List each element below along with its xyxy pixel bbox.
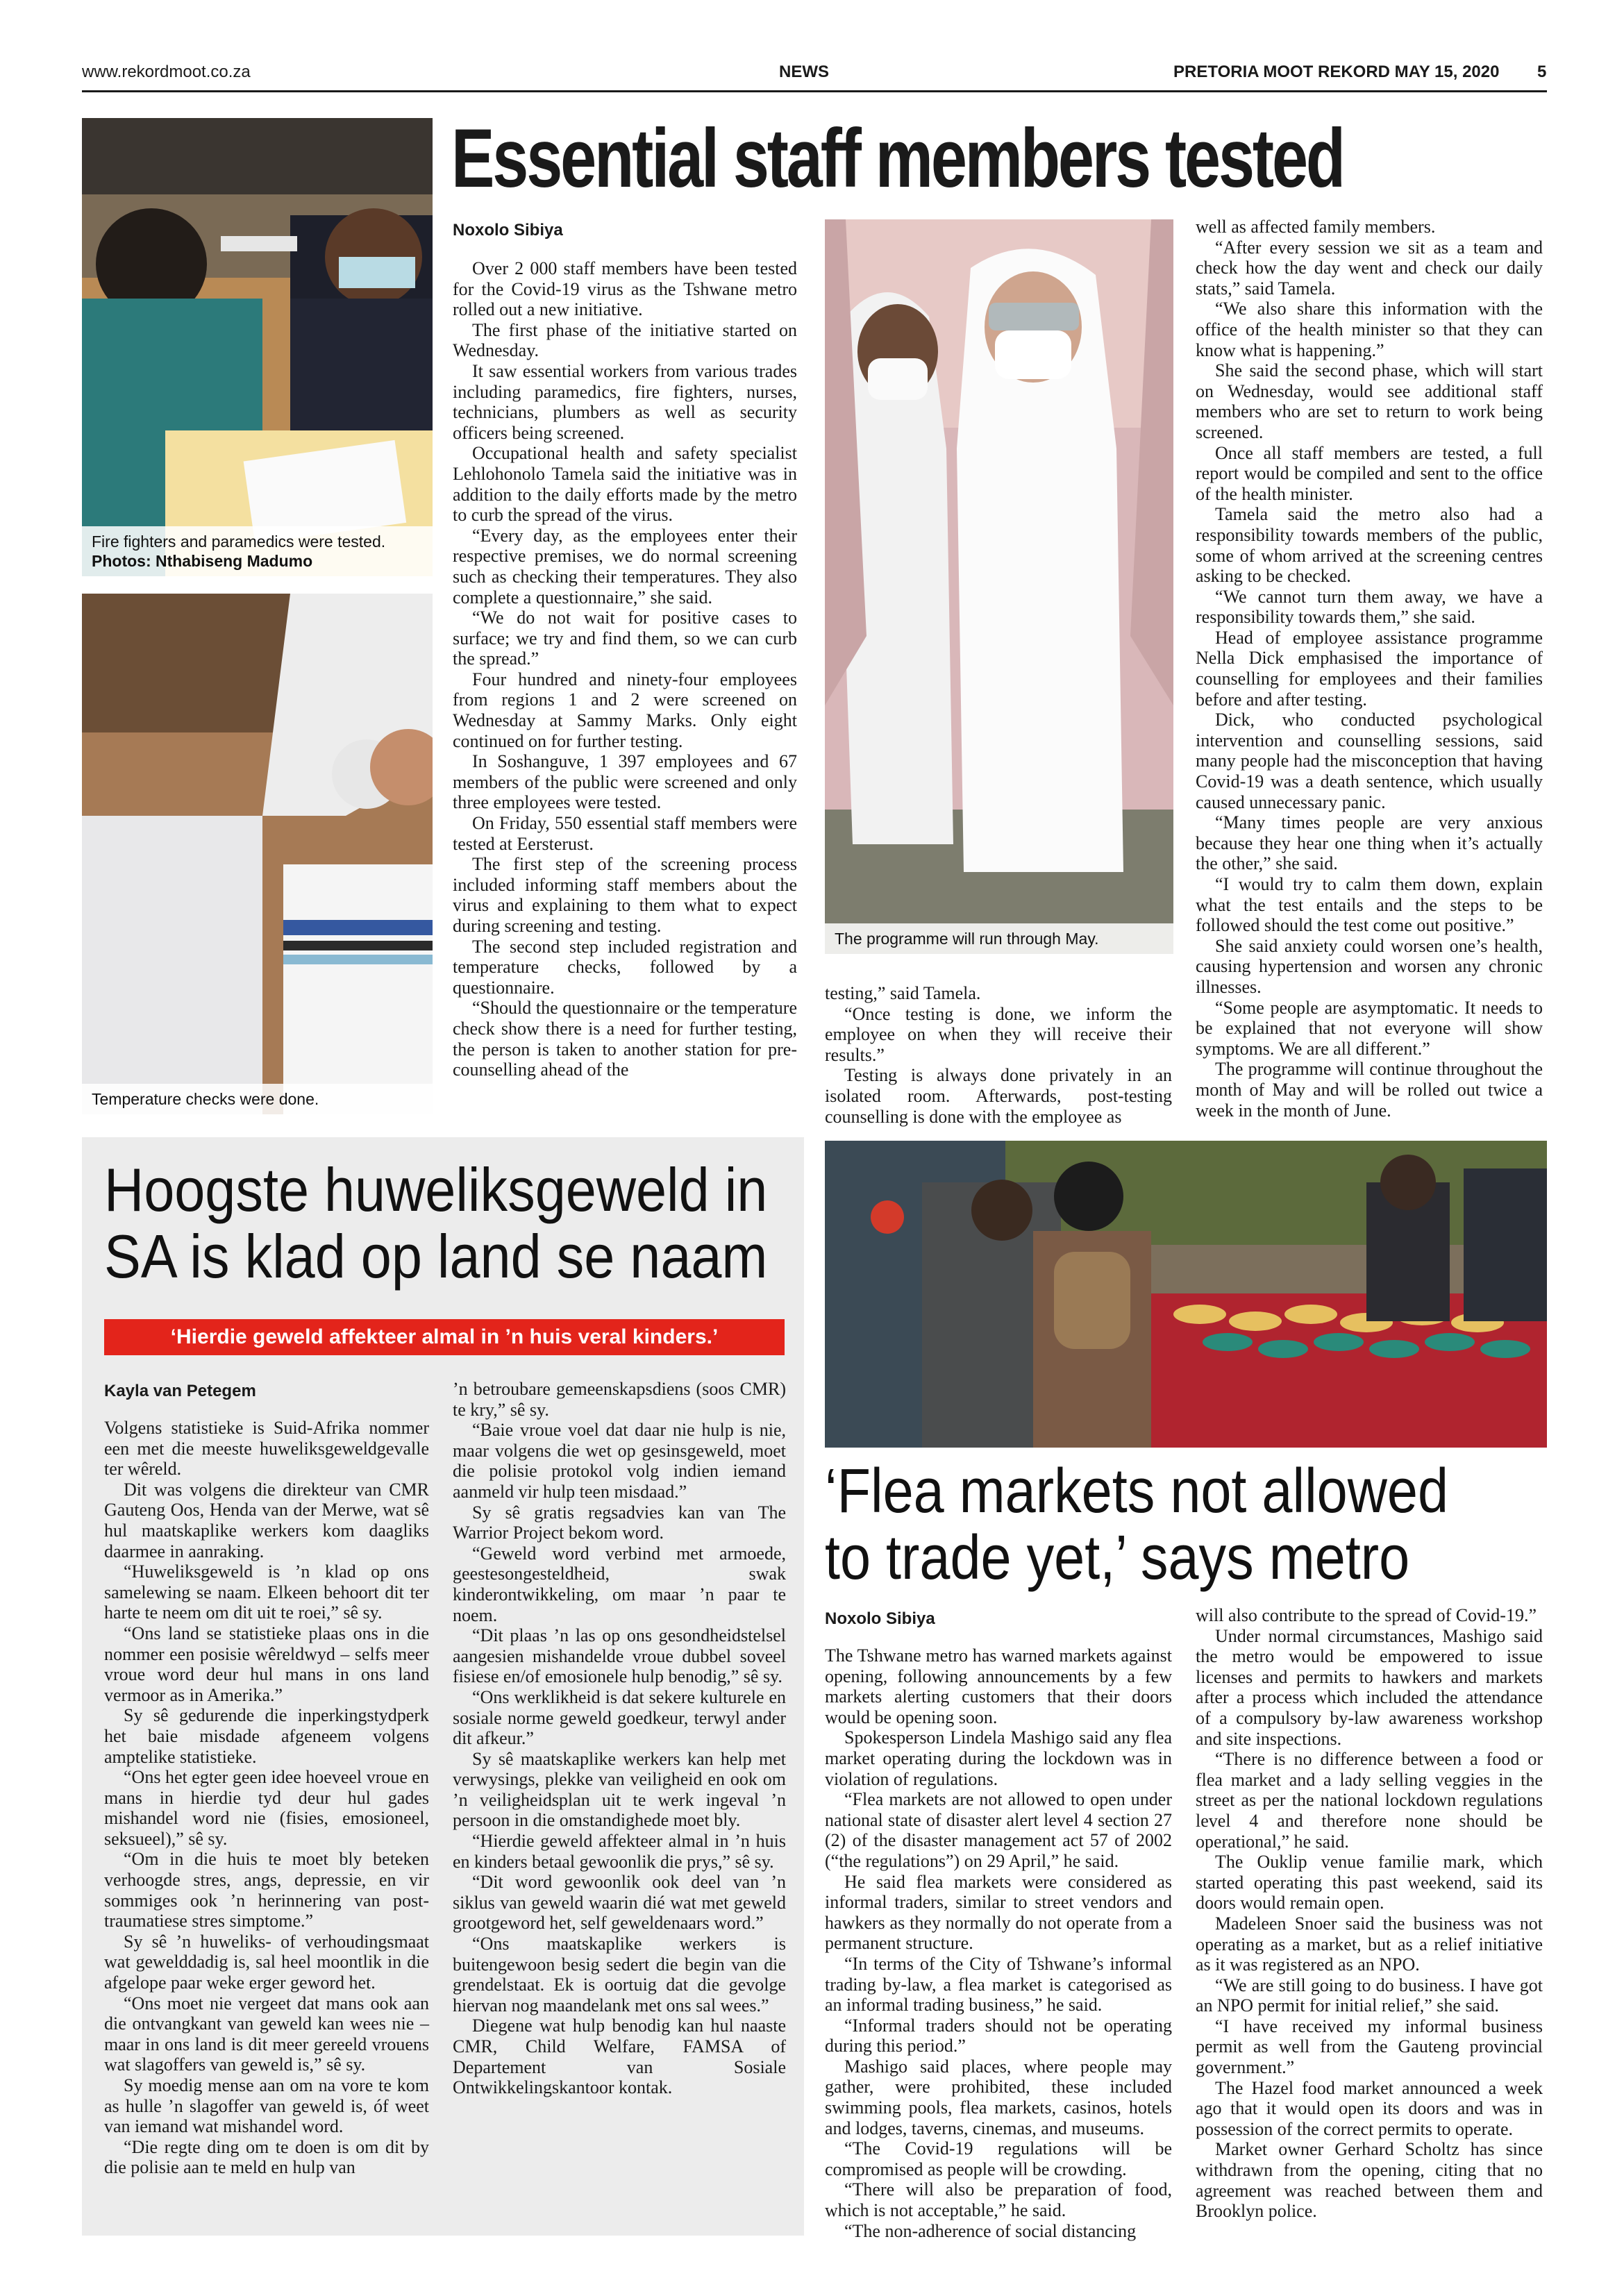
paragraph: Tamela said the metro also had a responsibility towards members of the public, some of whom arrived at the screening centres asking to be checked. <box>1196 504 1543 587</box>
paragraph: Sy sê gratis regsadvies kan van The Warrior Project bekom word. <box>453 1502 786 1543</box>
paragraph: “Die regte ding om te doen is om dit by die polisie aan te meld en hulp van <box>104 2136 429 2178</box>
paragraph: “Some people are asymptomatic. It needs to be explained that not everyone will show symptoms. We are all different.” <box>1196 997 1543 1059</box>
photo-ppe-staff-image <box>825 219 1173 954</box>
paragraph: “Ons het egter geen idee hoeveel vroue en mans in hierdie tyd deur hul gades mishandel word nie (fisies, emosioneel, seksueel),” sê sy. <box>104 1767 429 1849</box>
paragraph: On Friday, 550 essential staff members were tested at Eersterust. <box>453 813 797 854</box>
paragraph: The programme will continue throughout the month of May and will be rolled out twice a week in the month of June. <box>1196 1059 1543 1121</box>
paragraph: Volgens statistieke is Suid-Afrika nommer een met die meeste huweliksgeweldgevalle ter wêreld. <box>104 1418 429 1480</box>
paragraph: She said the second phase, which will start on Wednesday, would see additional staff members who are set to return to work being screened. <box>1196 360 1543 442</box>
story3-headline-line2: to trade yet,’ says metro <box>825 1523 1410 1593</box>
paragraph: “The Covid-19 regulations will be compromised as people will be crowding. <box>825 2138 1172 2179</box>
paragraph: testing,” said Tamela. <box>825 983 981 1003</box>
paragraph: Under normal circumstances, Mashigo said the metro would be empowered to issue licenses and permits to hawkers and markets after a process which included the attendance of a compulsory by-law awareness workshop and site inspections. <box>1196 1625 1543 1749</box>
paragraph: The Ouklip venue familie mark, which started operating this past weekend, said its doors would remain open. <box>1196 1852 1543 1913</box>
paragraph: “Every day, as the employees enter their respective premises, we do normal screening such as checking their temperatures. They also complete a questionnaire,” she said. <box>453 525 797 607</box>
paragraph: In Soshanguve, 1 397 employees and 67 members of the public were screened and only three employees were tested. <box>453 751 797 813</box>
paragraph: “Dit word gewoonlik ook deel van ’n siklus van geweld waarin dié wat met geweld grootgeword het, self geweldenaars word.” <box>453 1872 786 1934</box>
paragraph: “We cannot turn them away, we have a responsibility towards them,” she said. <box>1196 586 1543 628</box>
photo1-caption <box>82 526 433 576</box>
paragraph: “Ons land se statistieke plaas ons in die nommer een posisie wêreldwyd – selfs meer vroue word deur hul mans in ons land vermoor as in Amerika.” <box>104 1623 429 1705</box>
photo-flea-market-image <box>825 1141 1547 1448</box>
paragraph: “Ons werklikheid is dat sekere kulturele en sosiale norme geweld goedkeur, terwyl ander dit afkeur.” <box>453 1686 786 1749</box>
story2-byline: Kayla van Petegem <box>104 1382 256 1400</box>
story2-pullquote: ‘Hierdie geweld affekteer almal in ’n huis veral kinders.’ <box>104 1319 785 1355</box>
header-rule <box>82 90 1547 92</box>
story1-byline: Noxolo Sibiya <box>453 221 563 240</box>
story1-column-3 <box>1196 217 1543 1121</box>
story3-headline <box>825 1458 1448 1591</box>
story2-column-1 <box>104 1418 429 2178</box>
paragraph: “There is no difference between a food or flea market and a lady selling veggies in the street as per the national lockdown regulations level 4 and therefore none should be operational,” he said. <box>1196 1749 1543 1852</box>
paragraph: “We also share this information with the office of the health minister so that they can know what is happening.” <box>1196 299 1543 360</box>
website-url[interactable]: www.rekordmoot.co.za <box>82 62 251 81</box>
paragraph: The first step of the screening process included informing staff members about the virus and explaining to them what to expect during screening and testing. <box>453 854 797 936</box>
paragraph: The first phase of the initiative started on Wednesday. <box>453 319 797 361</box>
paragraph: will also contribute to the spread of Covid-19.” <box>1196 1605 1537 1625</box>
paragraph: It saw essential workers from various trades including paramedics, fire fighters, nurses, technicians, plumbers as well as security officers being screened. <box>453 360 797 443</box>
photo-testing-swab <box>82 594 433 1114</box>
photo-firefighters <box>82 118 433 576</box>
story2-headline-line1: Hoogste huweliksgeweld in <box>104 1155 768 1224</box>
paragraph: Diegene wat hulp benodig kan hul naaste CMR, Child Welfare, FAMSA of Departement van Sosiale Ontwikkelingskantoor kontak. <box>453 2016 786 2098</box>
photo-testing-swab-image <box>82 594 433 1114</box>
paragraph: Madeleen Snoer said the business was not operating as a market, but as a relief initiative as it was registered as an NPO. <box>1196 1913 1543 1975</box>
paragraph: Head of employee assistance programme Nella Dick emphasised the importance of counselling for employees and their families before and after testing. <box>1196 627 1543 710</box>
story3-headline-line1: ‘Flea markets not allowed <box>825 1457 1449 1526</box>
paragraph: Sy moedig mense aan om na vore te kom as hulle ’n slagoffer van geweld is, óf weet van iemand wat mishandel word. <box>104 2075 429 2137</box>
paragraph: Occupational health and safety specialist Lehlohonolo Tamela said the initiative was in addition to the daily efforts made by the metro to curb the spread of the virus. <box>453 443 797 526</box>
story2-headline <box>104 1157 767 1290</box>
paragraph: “After every session we sit as a team and check how the day went and check our daily stats,” said Tamela. <box>1196 237 1543 299</box>
paragraph: “Ons maatskaplike werkers is buitengewoon besig sedert die begin van die grendelstaat. Ek is oortuig dat die gevolge hiervan nog maandelank met ons sal wees.” <box>453 1934 786 2016</box>
paragraph: He said flea markets were considered as informal traders, similar to street vendors and hawkers as they normally do not operate from a permanent structure. <box>825 1871 1172 1954</box>
paragraph: well as affected family members. <box>1196 217 1436 237</box>
photo2-caption: Temperature checks were done. <box>82 1084 433 1114</box>
paragraph: The second step included registration and temperature checks, followed by a questionnaire. <box>453 936 797 998</box>
paragraph: “We are still going to do business. I have got an NPO permit for initial relief,” she said. <box>1196 1975 1543 2016</box>
paragraph: Market owner Gerhard Scholtz has since withdrawn from the opening, citing that no agreement was reached between them and Brooklyn police. <box>1196 2139 1543 2222</box>
paragraph: She said anxiety could worsen one’s health, causing hypertension and worsen any chronic illnesses. <box>1196 935 1543 997</box>
paragraph: “Once testing is done, we inform the employee on when they will receive their results.” <box>825 1003 1172 1065</box>
paragraph: “Many times people are very anxious because they hear one thing when it’s actually the other,” she said. <box>1196 812 1543 874</box>
paragraph: “Hierdie geweld affekteer almal in ’n huis en kinders betaal gewoonlik die prys,” sê sy. <box>453 1831 786 1872</box>
story1-headline: Essential staff members tested <box>451 112 1343 205</box>
story3-column-2 <box>1196 1605 1543 2222</box>
paragraph: “In terms of the City of Tshwane’s informal trading by-law, a flea market is categorised as an informal trading business,” he said. <box>825 1953 1172 2016</box>
story1-column-2 <box>825 983 1172 1127</box>
paragraph: Over 2 000 staff members have been tested for the Covid-19 virus as the Tshwane metro rolled out a new initiative. <box>453 258 797 320</box>
photo1-caption-credit: Photos: Nthabiseng Madumo <box>92 552 313 570</box>
paragraph: Mashigo said places, where people may gather, were prohibited, these included swimming pools, flea markets, casinos, hotels and lodges, taverns, cinemas, and museums. <box>825 2056 1172 2138</box>
paragraph: ’n betroubare gemeenskapsdiens (soos CMR) te kry,” sê sy. <box>453 1379 786 1420</box>
page-number: 5 <box>1537 62 1547 81</box>
paragraph: “Om in die huis te moet bly beteken verhoogde stres, angs, depressie, en vir sommiges ook ’n herinnering van post-traumatiese stres simptome.” <box>104 1849 429 1932</box>
paragraph: “Baie vroue voel dat daar nie hulp is nie, maar volgens die wet op gesinsgeweld, moet die polisie protokol volg indien iemand aanmeld vir hulp teen misdaad.” <box>453 1420 786 1502</box>
paragraph: Dick, who conducted psychological intervention and counselling sessions, said many people had the misconception that having Covid-19 was a death sentence, which usually caused unnecessary panic. <box>1196 710 1543 812</box>
paragraph: “Ons moet nie vergeet dat mans ook aan die ontvangkant van geweld kan wees nie – maar in ons land is dit meer gereeld vrouens wat slagoffers van geweld is,” sê sy. <box>104 1993 429 2075</box>
photo1-caption-text: Fire fighters and paramedics were tested. <box>92 533 386 551</box>
paragraph: “The non-adherence of social distancing <box>844 2220 1137 2241</box>
paragraph: “Dit plaas ’n las op ons gesondheidstelsel aangesien mishandelde vroue dubbel soveel fisiese en/of emosionele hulp benodig,” sê sy. <box>453 1625 786 1687</box>
paragraph: Once all staff members are tested, a full report would be compiled and sent to the office of the health minister. <box>1196 442 1543 504</box>
paragraph: Sy sê ’n huweliks- of verhoudingsmaat wat gewelddadig is, sal heel moontlik in die afgelope paar weke erger geword het. <box>104 1931 429 1993</box>
paragraph: “I have received my informal business permit as well from the Gauteng provincial government.” <box>1196 2016 1543 2078</box>
paragraph: “I would try to calm them down, explain what the test entails and the steps to be followed should the test come out positive.” <box>1196 874 1543 936</box>
photo-flea-market <box>825 1141 1547 1448</box>
paragraph: “Huweliksgeweld is ’n klad op ons samelewing se naam. Elkeen behoort dit ter harte te neem om dit uit te roei,” sê sy. <box>104 1561 429 1623</box>
story2-headline-line2: SA is klad op land se naam <box>104 1222 768 1291</box>
story2-column-2 <box>453 1379 786 2098</box>
section-label: NEWS <box>779 62 829 81</box>
paragraph: “We do not wait for positive cases to surface; we try and find them, so we can curb the spread.” <box>453 607 797 669</box>
paragraph: “Informal traders should not be operating during this period.” <box>825 2015 1172 2056</box>
photo-ppe-staff <box>825 219 1173 954</box>
story3-column-1 <box>825 1645 1172 2241</box>
paragraph: The Tshwane metro has warned markets against opening, following announcements by a few markets alerting customers that their doors would be opening soon. <box>825 1645 1172 1727</box>
paragraph: Sy sê maatskaplike werkers kan help met verwysings, plekke van veiligheid en ook om ’n veiligheidsplan uit te werk ingeval ’n persoon in die omstandighede moet bly. <box>453 1748 786 1831</box>
paragraph: Dit was volgens die direkteur van CMR Gauteng Oos, Henda van der Merwe, wat sê hul maatskaplike werkers kom daagliks daarmee in aanraking. <box>104 1479 429 1561</box>
story3-byline: Noxolo Sibiya <box>825 1609 935 1628</box>
paragraph: Four hundred and ninety-four employees from regions 1 and 2 were screened on Wednesday at Sammy Marks. Only eight continued on for further testing. <box>453 669 797 751</box>
story1-column-1 <box>453 258 797 1080</box>
paragraph: Sy sê gedurende die inperkingstydperk het baie misdade afgeneem volgens amptelike statistieke. <box>104 1705 429 1767</box>
paragraph: “Geweld word verbind met armoede, geestesongesteldheid, swak kinderontwikkeling, om maar ’n paar te noem. <box>453 1543 786 1625</box>
paragraph: The Hazel food market announced a week ago that it would open its doors and was in possession of the correct permits to operate. <box>1196 2077 1543 2139</box>
paragraph: Testing is always done privately in an isolated room. Afterwards, post-testing counselling is done with the employee as <box>825 1065 1172 1127</box>
paragraph: Spokesperson Lindela Mashigo said any flea market operating during the lockdown was in violation of regulations. <box>825 1727 1172 1789</box>
paragraph: “Flea markets are not allowed to open under national state of disaster alert level 4 section 27 (2) of the disaster management act 57 of 2002 (“the regulations”) on 29 April,” he said. <box>825 1789 1172 1871</box>
photo-firefighters-image <box>82 118 433 576</box>
photo3-caption: The programme will run through May. <box>825 923 1173 954</box>
paragraph: “There will also be preparation of food, which is not acceptable,” he said. <box>825 2179 1172 2221</box>
paragraph: “Should the questionnaire or the temperature check show there is a need for further testing, the person is taken to another station for pre-counselling ahead of the <box>453 998 797 1080</box>
publication-date: PRETORIA MOOT REKORD MAY 15, 2020 <box>1173 62 1500 81</box>
